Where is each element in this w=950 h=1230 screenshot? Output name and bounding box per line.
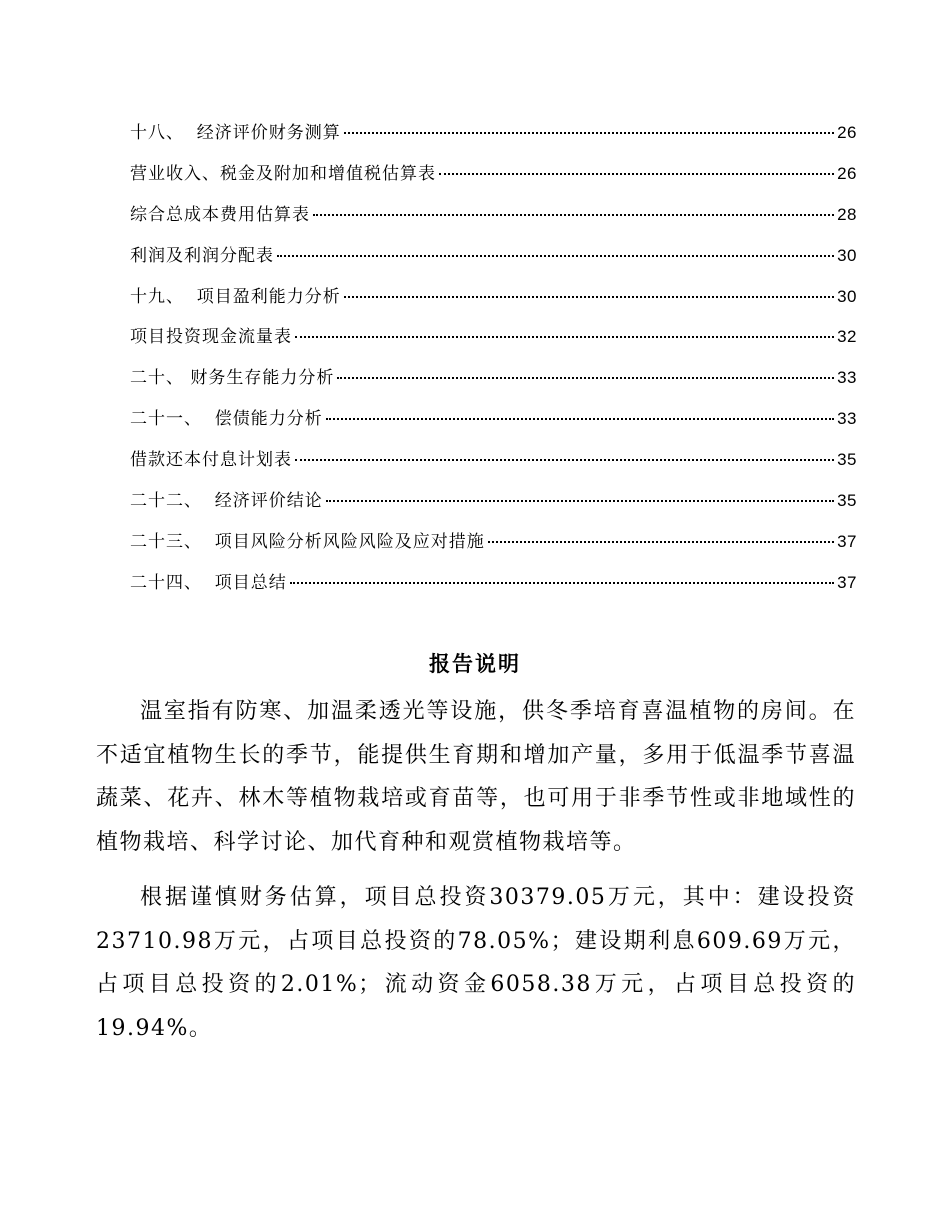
toc-dot-leader (277, 255, 834, 257)
toc-dot-leader (295, 459, 834, 461)
toc-entry[interactable] (130, 241, 857, 282)
body-paragraph: 根据谨慎财务估算，项目总投资30379.05万元，其中：建设投资23710.98万元，占项目总投资的78.05%；建设期利息609.69万元，占项目总投资的2.01%；流动资金6058.38万元，占项目总投资的19.94%。 (96, 885, 856, 1041)
toc-entry-page: 30 (837, 286, 857, 306)
section-title: 报告说明 (429, 651, 521, 676)
toc-dot-leader (344, 132, 834, 134)
toc-entry-label: 十九、 项目盈利能力分析 (130, 286, 341, 307)
toc-dot-leader (313, 214, 834, 216)
toc-dot-leader (326, 418, 834, 420)
toc-entry-page: 26 (837, 123, 857, 142)
toc-entry-label: 二十、 财务生存能力分析 (130, 368, 335, 389)
toc-entry[interactable] (130, 322, 857, 363)
toc-entry[interactable] (130, 363, 857, 404)
body-paragraph: 温室指有防寒、加温柔透光等设施，供冬季培育喜温植物的房间。在不适宜植物生长的季节，能提供生育期和增加产量，多用于低温季节喜温蔬菜、花卉、林木等植物栽培或育苗等，也可用于非季节性或非地域性的植物栽培、科学讨论、加代育种和观赏植物栽培等。 (96, 699, 856, 855)
toc-entry-label: 项目投资现金流量表 (130, 327, 292, 348)
toc-dot-leader (344, 296, 834, 298)
toc-dot-leader (326, 500, 834, 502)
toc-entry-page: 30 (837, 245, 857, 265)
toc-entry-label: 二十三、 项目风险分析风险风险及应对措施 (130, 531, 485, 552)
toc-entry-page: 32 (837, 327, 857, 347)
toc-entry-page: 33 (837, 409, 857, 429)
toc-dot-leader (290, 582, 834, 584)
toc-entry-page: 28 (837, 204, 857, 224)
toc-dot-leader (488, 541, 834, 543)
toc-entry-label: 二十四、 项目总结 (130, 572, 287, 593)
toc-entry[interactable] (130, 568, 857, 609)
toc-entry-page: 37 (837, 531, 857, 551)
toc-entry-label: 十八、 经济评价财务测算 (130, 123, 341, 143)
toc-entry-label: 利润及利润分配表 (130, 245, 274, 266)
toc-entry[interactable] (130, 404, 857, 445)
toc-dot-leader (439, 173, 834, 175)
toc-entry[interactable] (130, 282, 857, 323)
toc-entry-page: 26 (837, 163, 857, 183)
toc-entry-page: 37 (837, 572, 857, 592)
toc-entry-label: 营业收入、税金及附加和增值税估算表 (130, 163, 436, 184)
toc-entry[interactable] (130, 486, 857, 527)
toc-entry[interactable] (130, 118, 857, 159)
toc-entry[interactable] (130, 200, 857, 241)
toc-entry[interactable] (130, 159, 857, 200)
toc-entry-label: 二十一、 偿债能力分析 (130, 409, 323, 430)
toc-entry[interactable] (130, 527, 857, 568)
toc-entry-label: 二十二、 经济评价结论 (130, 491, 323, 512)
toc-entry-label: 综合总成本费用估算表 (130, 204, 310, 225)
toc-entry-label: 借款还本付息计划表 (130, 450, 292, 471)
toc-entry[interactable] (130, 445, 857, 486)
toc-dot-leader (337, 377, 834, 379)
toc-entry-page: 33 (837, 368, 857, 388)
table-of-contents (130, 118, 857, 609)
toc-entry-page: 35 (837, 491, 857, 511)
toc-dot-leader (295, 336, 834, 338)
toc-entry-page: 35 (837, 450, 857, 470)
